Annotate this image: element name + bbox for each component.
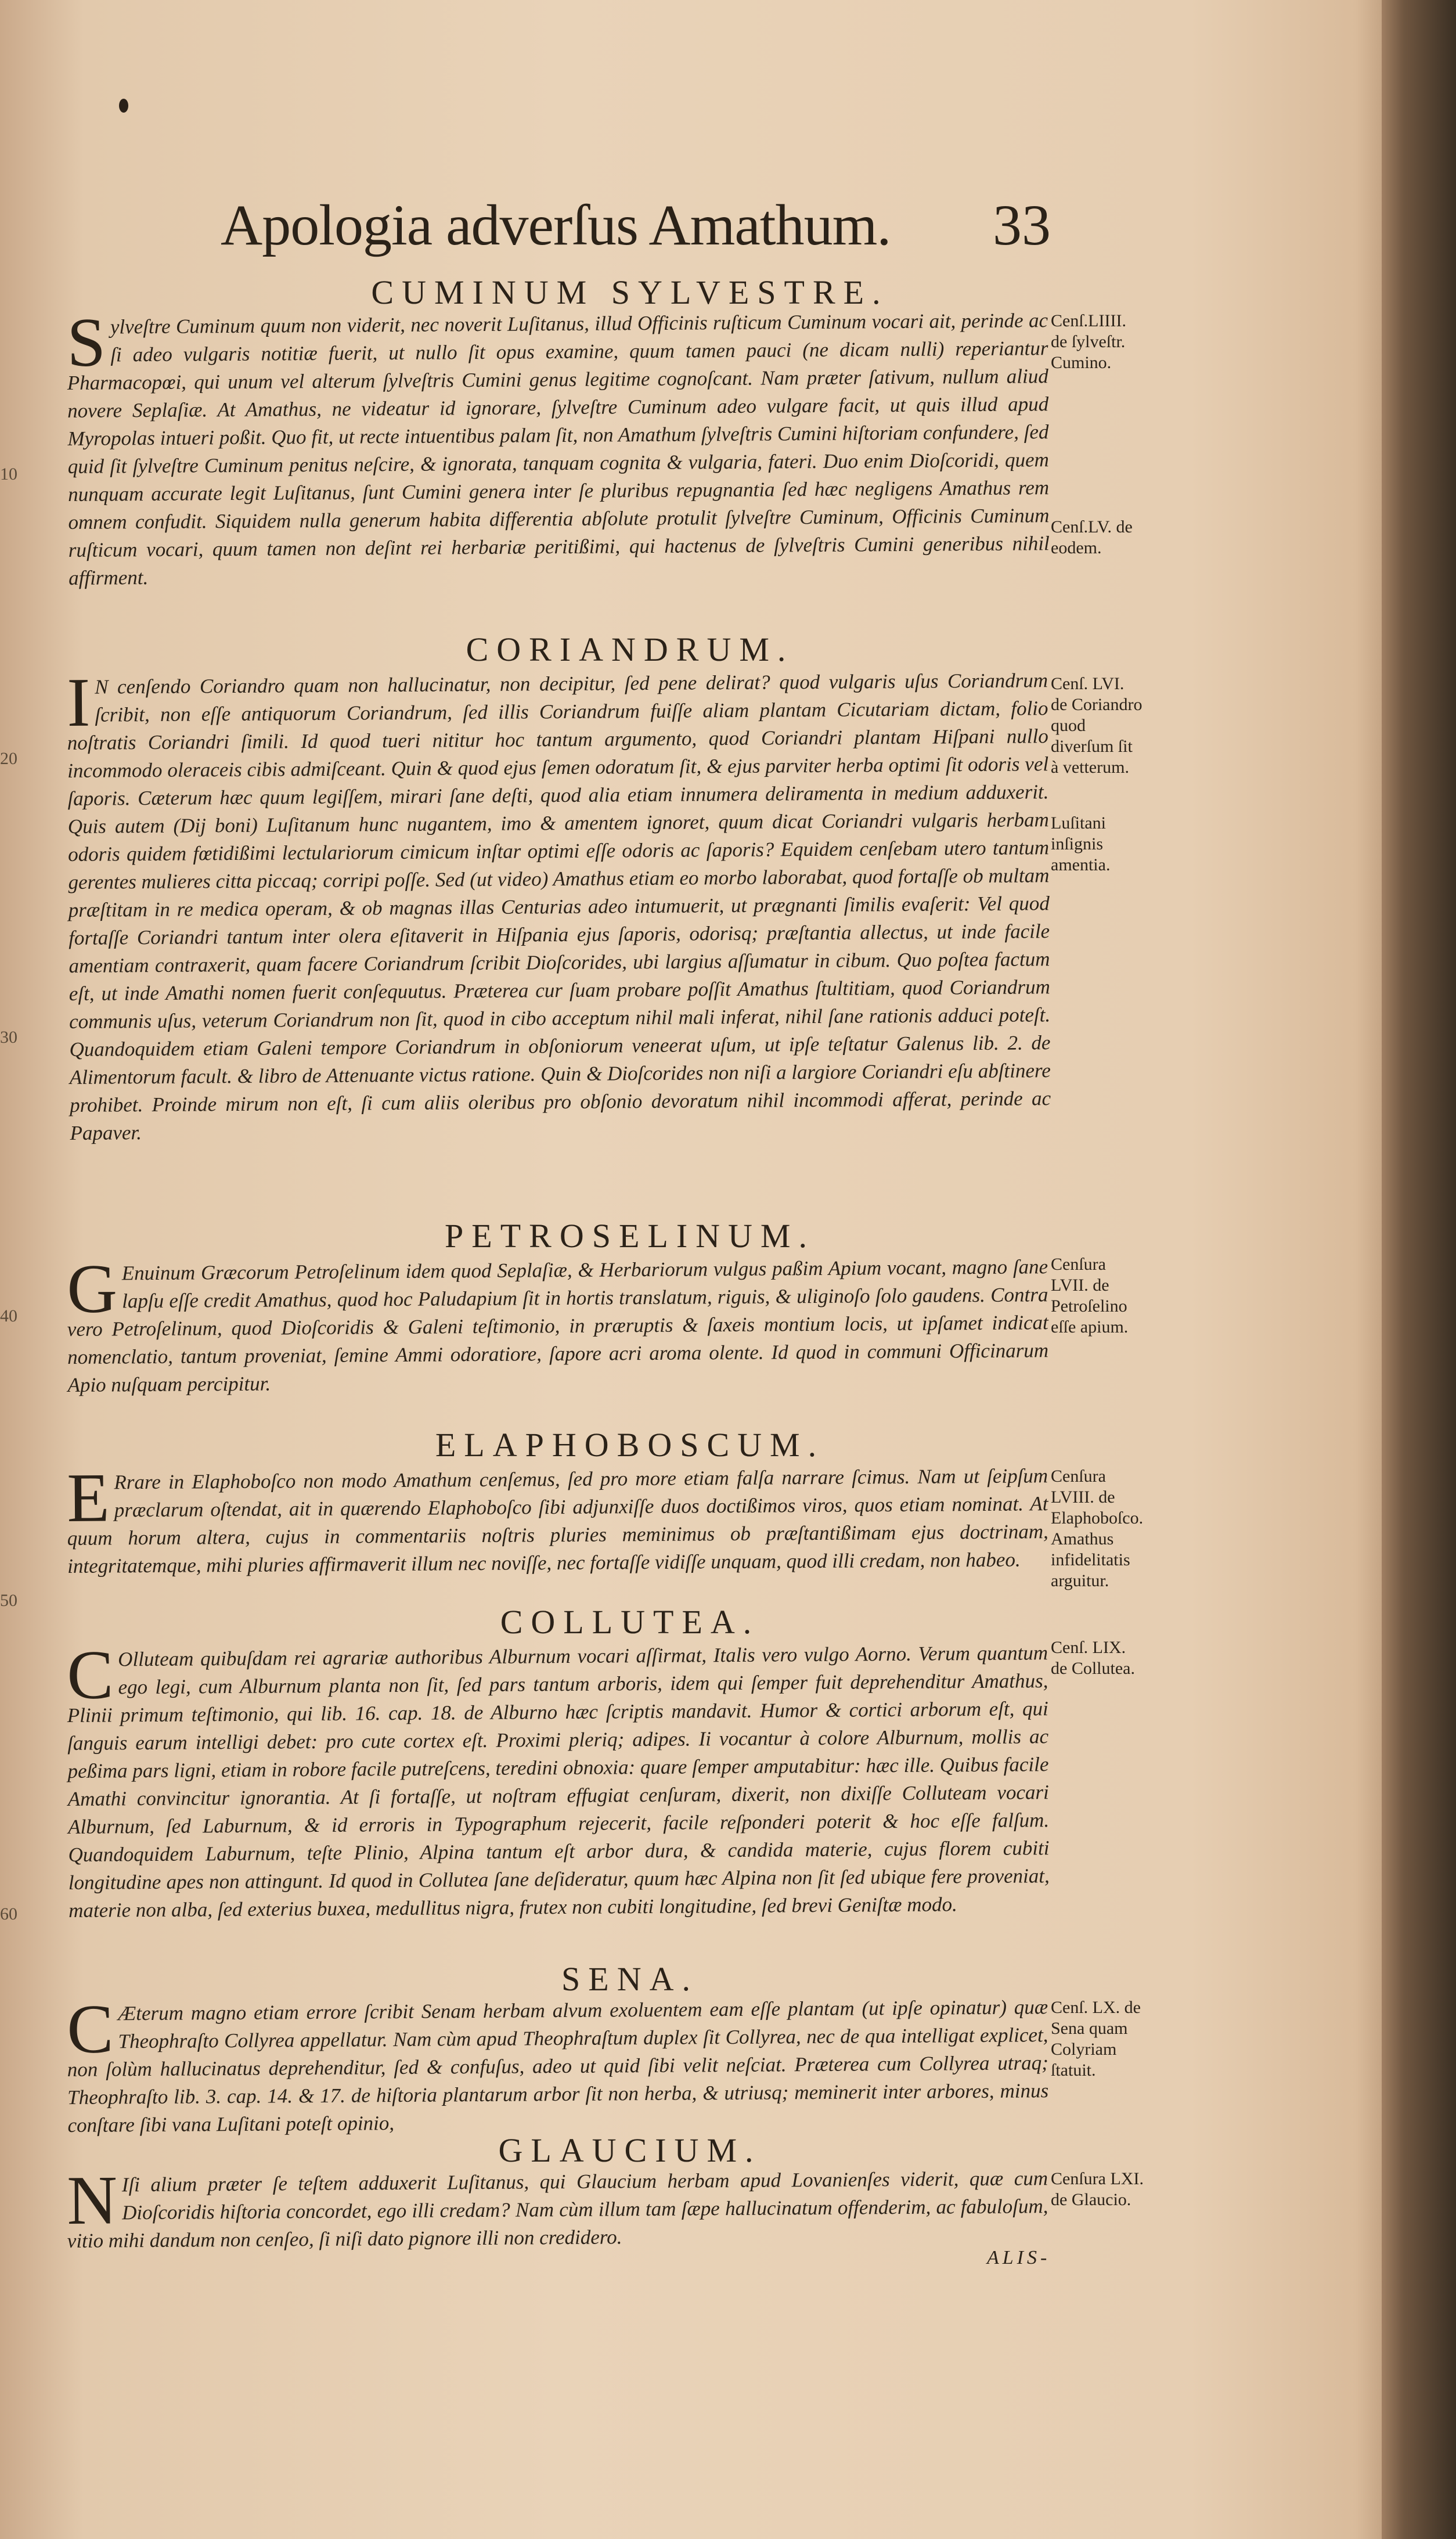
margin-note-censura: Cenſura LXI. de Glaucio. bbox=[1051, 2169, 1144, 2209]
paragraph: Olluteam quibuſdam rei agrariæ authoribus Alburnum vocari aſſirmat, Italis vero vulgo Aorno. Verum quantum ego legi, cum Alburnum planta non ſit, ſed pars tantum arboris, idem qui ſemper fuit deprehenditur Amathus, Plinii primum teſtimonio, qui lib. 16. cap. 18. de Alburno hæc ſcriptis mandavit. Humor & cortici arborum eſt, qui ſanguis earum intelligi debet: pro cute cortex eſt. Proximi pleriq; adipes. Ii vocantur à colore Alburnum, mollis ac peßima pars ligni, etiam in robore facile putreſcens, teredini obnoxia: quare ſemper amputabitur: hæc ille. Quibus facile Amathi convincitur ignorantia. At ſi fortaſſe, ut noſtram effugiat cenſuram, dixerit, non dixiſſe Colluteam vocari Alburnum, ſed Laburnum, & id erroris in Typographum rejecerit, facile reſponderi poterit & hoc eſſe falſum. Quandoquidem Laburnum, teſte Plinio, Alpina tantum eſt arbor dura, & candida materie, cujus florem cubiti longitudine apes non attingunt. Id quod in Collutea ſane deſideratur, quum hæc Alpina non ſit ſed ubique fere proveniat, materie non alba, ſed exterius buxea, medullitus nigra, frutex non cubiti longitudine, ſed brevi Geniſtæ modo. bbox=[67, 1641, 1050, 1922]
dropcap: I bbox=[66, 663, 91, 741]
catchword: ALIS- bbox=[987, 2247, 1051, 2268]
section-heading-glaucium: GLAUCIUM. bbox=[498, 2131, 762, 2169]
section-text-elaphoboscum bbox=[66, 1458, 1048, 1580]
section-text-sena bbox=[66, 1990, 1049, 2140]
paragraph: Enuinum Græcorum Petroſelinum idem quod Seplaſiæ, & Herbariorum vulgus paßim Apium vocant, magno ſane lapſu eſſe credit Amathus, quod hoc Paludapium ſit in hortis translatum, riguis, & uliginoſo ſolo gaudens. Contra vero Petroſelinum, quod Dioſcoridis & Galeni teſtimonio, in præruptis & ſaxeis montium locis, ut ipſamet indicat nomenclatio, tantum proveniat, ſemine Ammi odoratiore, ſapore acri aroma olente. Id quod in communi Officinarum Apio nuſquam percipitur. bbox=[67, 1255, 1049, 1396]
dropcap: C bbox=[66, 1636, 114, 1713]
line-number: 60 bbox=[0, 1904, 17, 1924]
section-heading-sena: SENA. bbox=[561, 1960, 698, 1998]
section-text-cuminum bbox=[66, 303, 1050, 592]
line-number: 40 bbox=[0, 1306, 17, 1326]
section-heading-cuminum: CUMINUM SYLVESTRE. bbox=[371, 273, 889, 311]
margin-note-censura: Cenſura LVII. de Petroſelino eſſe apium. bbox=[1051, 1255, 1129, 1337]
dropcap: G bbox=[66, 1249, 118, 1327]
section-heading-collutea: COLLUTEA. bbox=[500, 1603, 760, 1641]
line-number: 20 bbox=[0, 749, 17, 768]
section-text-petroselinum bbox=[66, 1249, 1049, 1399]
section-text-coriandrum bbox=[66, 663, 1051, 1147]
dropcap: C bbox=[66, 1990, 114, 2068]
section-heading-petroselinum: PETROSELINUM. bbox=[445, 1217, 815, 1255]
line-number: 50 bbox=[0, 1591, 17, 1610]
line-number: 10 bbox=[0, 464, 17, 484]
margin-note-censura: Cenſ. LVI. de Coriandro quod diverſum ſit à vetterum. bbox=[1051, 674, 1143, 777]
dropcap: N bbox=[66, 2161, 118, 2239]
margin-note-amentia: Luſitani inſignis amentia. bbox=[1051, 813, 1111, 874]
line-number: 30 bbox=[0, 1028, 17, 1047]
dropcap: S bbox=[66, 303, 106, 381]
paragraph: N cenſendo Coriandro quam non hallucinatur, non decipitur, ſed pene delirat? quod vulgaris uſus Coriandrum ſcribit, non eſſe antiquorum Coriandrum, ſed illis Coriandrum fuiſſe aliam plantam Cicutariam dictam, folio noſtratis Coriandri ſimili. Id quod tueri nititur hoc tantum argumento, quod Coriandri plantam Hiſpani nullo incommodo oleraceis cibis admiſceant. Quin & quod ejus ſemen odoratum ſit, & ejus parviter herba optimi ſit odoris vel ſaporis. Cæterum hæc quum legiſſem, mirari ſane deſti, quod alia etiam innumera deliramenta in medium adduxerit. Quis autem (Dij boni) Luſitanum hunc nugantem, imo & amentem ignoret, quum dicat Coriandri vulgaris herbam odoris quidem fœtidißimi lectulariorum cimicum inſtar optimi eſſe odoris ac ſaporis? Equidem cenſebam utero tantum gerentes mulieres citta piccaq; corripi poſſe. Sed (ut video) Amathus etiam eo morbo laborabat, quod fortaſſe ob multam præſtitam in re medica operam, & ob magnas illas Centurias adeo intumuerit, ut prægnanti ſimilis evaſerit: Vel quod fortaſſe Coriandri tantum inter olera eſitaverit in Hiſpania ejus ſaporis, odorisq; præſtantia allectus, ut inde facile amentiam contraxerit, quam facere Coriandrum ſcribit Dioſcorides, ubi largius aſſumatur in cibum. Quo poſtea factum eſt, ut inde Amathi nomen fuerit conſequutus. Præterea cur ſuam probare poſſit Amathus ſtultitiam, quod Coriandrum communis uſus, veterum Coriandrum non ſit, quod in cibo acceptum nihil mali inferat, nihil ſane rationis adduci poteſt. Quandoquidem etiam Galeni tempore Coriandrum in obſoniorum veneerat uſum, ut ipſe teſtatur Galenus lib. 2. de Alimentorum facult. & libro de Attenuante victus ratione. Quin & Dioſcorides non niſi a largiore Coriandri eſu abſtinere prohibet. Proinde mirum non eſt, ſi cum aliis oleribus pro obſonio devoratum nihil incommodi afferat, perinde ac Papaver. bbox=[67, 669, 1051, 1144]
page-number: 33 bbox=[993, 193, 1051, 257]
margin-note-censura: Cenſ. LX. de Sena quam Colyriam ſtatuit. bbox=[1051, 1998, 1141, 2080]
margin-note-censura: Cenſ.LV. de eodem. bbox=[1051, 517, 1133, 557]
ink-spot bbox=[119, 99, 128, 113]
margin-note-censura: Cenſura LVIII. de Elaphoboſco. Amathus infidelitatis arguitur. bbox=[1051, 1467, 1144, 1590]
paragraph: Æterum magno etiam errore ſcribit Senam herbam alvum exoluentem eam eſſe plantam (ut ipſe opinatur) quæ Theophraſto Collyrea appellatur. Nam cùm apud Theophraſtum duplex ſit Collyrea, nec de qua intelligat explicet, non ſolùm hallucinatus deprehenditur, ſed & confuſus, adeo ut quid ſibi velit neſciat. Præterea cum Collyrea utraq; Theophraſto lib. 3. cap. 14. & 17. de hiſtoria plantarum arbor ſit non herba, & utriusq; meminerit inter arbores, minus conſtare ſibi vana Luſitani poteſt opinio, bbox=[67, 1996, 1049, 2137]
book-spine-shadow bbox=[1382, 0, 1456, 2539]
margin-note-censura: Cenſ.LIIII. de ſylveſtr. Cumino. bbox=[1051, 311, 1126, 372]
dropcap: E bbox=[66, 1458, 110, 1536]
paragraph: Rrare in Elaphoboſco non modo Amathum cenſemus, ſed pro more etiam falſa narrare ſcimus. Nam ut ſeipſum præclarum oſtendat, ait in quærendo Elaphoboſco ſibi adjunxiſſe duos doctißimos viros, quos etiam nominat. At quum horum altera, cujus in commentariis noſtris pluries meminimus ob præſtantißimam ejus doctrinam, integritatemque, mihi pluries affirmaverit illum nec noviſſe, nec fortaſſe vidiſſe unquam, quod illi credam, non habeo. bbox=[67, 1464, 1048, 1578]
section-heading-coriandrum: CORIANDRUM. bbox=[466, 631, 794, 668]
section-text-glaucium bbox=[66, 2161, 1048, 2255]
margin-note-censura: Cenſ. LIX. de Collutea. bbox=[1051, 1638, 1135, 1678]
running-header bbox=[221, 192, 1051, 261]
paragraph: ylveſtre Cuminum quum non viderit, nec noverit Luſitanus, illud Officinis ruſticum Cuminum vocari ait, perinde ac ſi adeo vulgaris notitiæ fuerit, ut nullo ſit opus examine, quum tamen pauci (ne dicam nulli) reperiantur Pharmacopœi, qui unum vel alterum ſylveſtris Cumini genus legitime cognoſcant. Nam præter ſativum, nullum aliud novere Seplaſiæ. At Amathus, ne videatur id ignorare, ſylveſtre Cuminum adeo vulgare facit, ut quis illud apud Myropolas intueri poßit. Quo fit, ut recte intuentibus palam ſit, non Amathum ſylveſtris Cumini hiſtoriam confundere, ſed quid ſit ſylveſtre Cuminum penitus neſcire, & ignorata, tanquam cognita & vulgaria, fateri. Duo enim Dioſcoridi, quem nunquam accurate legit Luſitanus, ſunt Cumini genera inter ſe pluribus repugnantia ſed hæc negligens Amathus rem omnem confudit. Siquidem nulla generum habita differentia abſolute protulit ſylveſtre Cuminum, Officinis Cuminum ruſticum vocari, quum tamen non deſint rei herbariæ peritißimi, qui hactenus de ſylveſtris Cumini generibus nihil affirment. bbox=[67, 309, 1050, 589]
running-title: Apologia adverſus Amathum. bbox=[221, 193, 891, 257]
paragraph: Iſi alium præter ſe teſtem adduxerit Luſitanus, qui Glaucium herbam apud Lovanienſes viderit, quæ cum Dioſcoridis hiſtoria concordet, ego illi credam? Nam cùm illum tam ſæpe hallucinatum offenderim, ac fabuloſum, vitio mihi dandum non cenſeo, ſi niſi dato pignore illi non credidero. bbox=[67, 2167, 1048, 2252]
section-text-collutea bbox=[66, 1636, 1050, 1925]
section-heading-elaphoboscum: ELAPHOBOSCUM. bbox=[435, 1426, 825, 1464]
